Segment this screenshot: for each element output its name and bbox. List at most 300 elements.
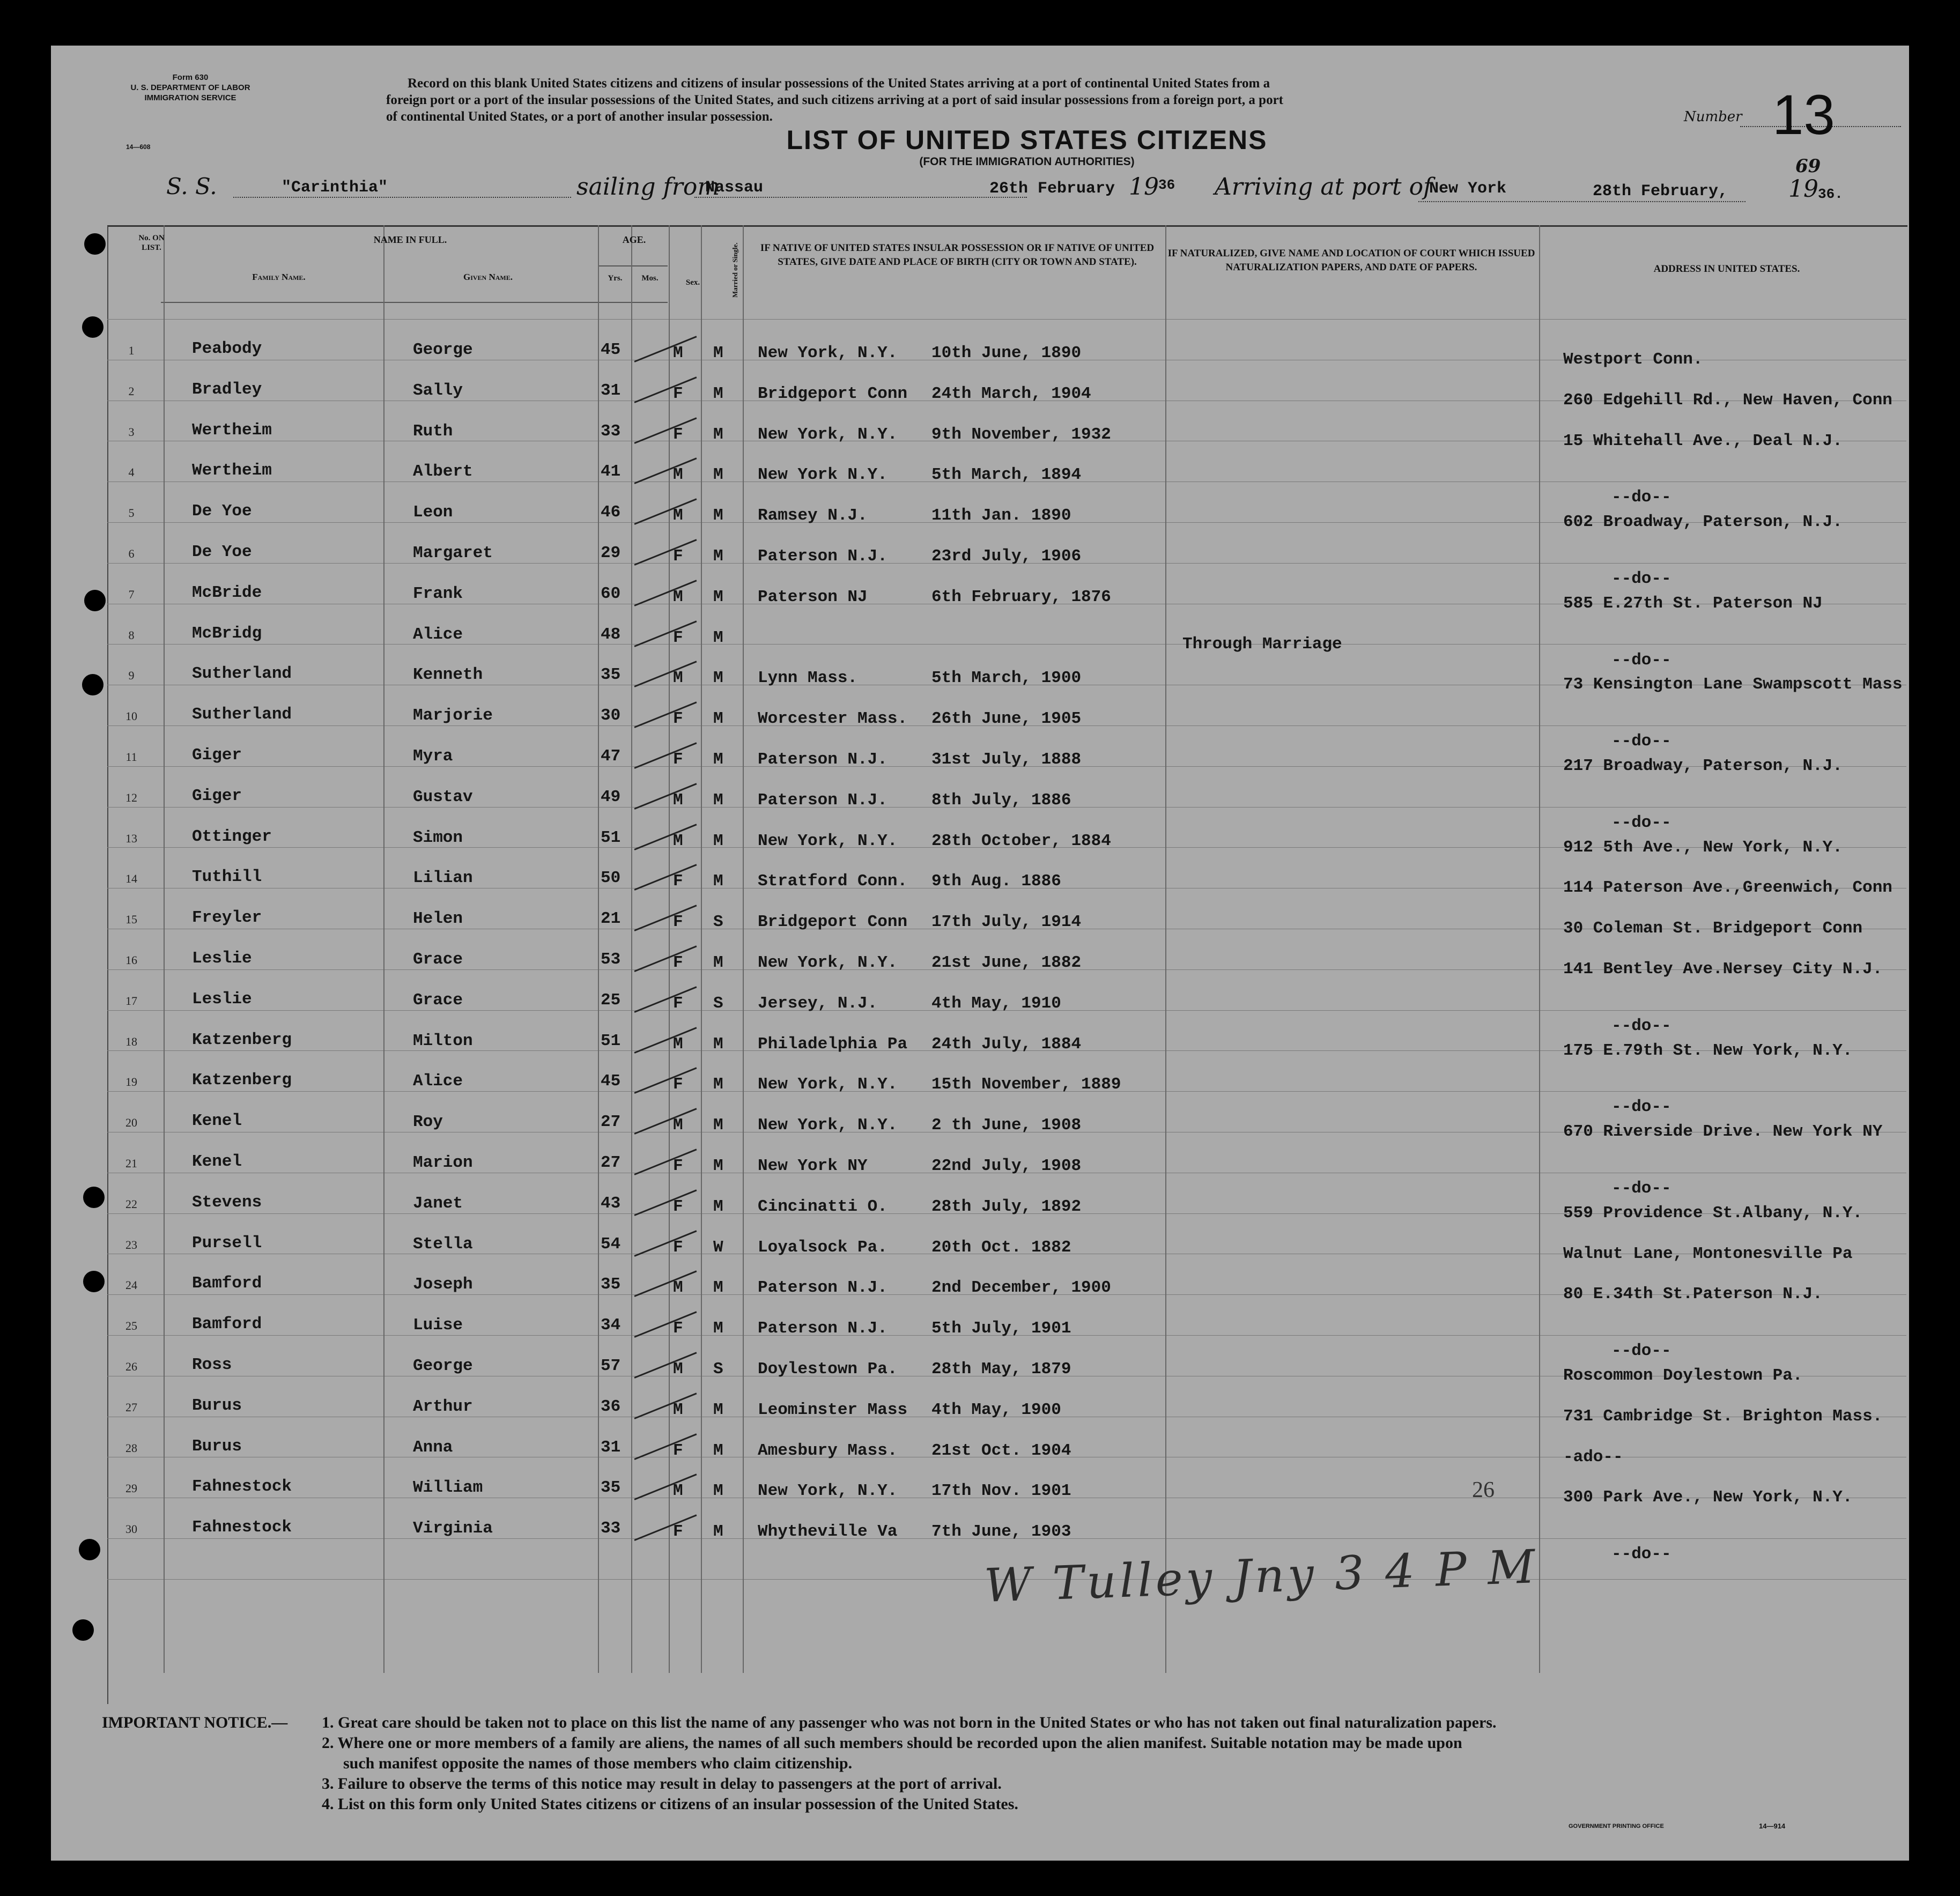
birth-date: 24th March, 1904 — [931, 384, 1091, 403]
notice-heading: IMPORTANT NOTICE.— — [102, 1714, 288, 1731]
row-number: 1 — [128, 344, 135, 357]
service-name: IMMIGRATION SERVICE — [144, 93, 236, 102]
birth-date: 9th Aug. 1886 — [931, 872, 1061, 891]
sailing-date: 26th February — [989, 180, 1115, 198]
marital-status: M — [713, 344, 723, 362]
column-rule — [743, 225, 744, 1673]
given-name: George — [413, 1357, 473, 1375]
header-rule — [161, 302, 668, 303]
marital-status: M — [713, 384, 723, 403]
given-name: Anna — [413, 1438, 453, 1457]
age-years: 53 — [601, 950, 621, 969]
row-number: 24 — [125, 1278, 137, 1292]
column-rule — [701, 225, 702, 1673]
birth-date: 2nd December, 1900 — [931, 1278, 1111, 1298]
us-address: 15 Whitehall Ave., Deal N.J. — [1563, 431, 1843, 450]
age-years: 35 — [601, 1275, 621, 1294]
row-number: 4 — [128, 465, 135, 479]
row-number: 12 — [125, 790, 137, 804]
column-rule — [1165, 225, 1166, 1673]
punch-hole — [84, 233, 106, 255]
ship-name: "Carinthia" — [282, 179, 388, 197]
age-years: 27 — [601, 1153, 621, 1172]
age-years: 45 — [601, 340, 621, 359]
naturalization: Through Marriage — [1182, 634, 1342, 654]
arrival-date: 28th February, — [1593, 182, 1728, 201]
punch-hole — [72, 1619, 94, 1641]
marital-status: M — [713, 750, 723, 769]
sex: F — [673, 872, 683, 891]
family-name: Bamford — [192, 1274, 262, 1293]
marital-status: M — [713, 790, 723, 810]
birth-date: 23rd July, 1906 — [931, 547, 1082, 566]
col-header-naturalized: IF NATURALIZED, GIVE NAME AND LOCATION OF COURT WHICH ISSUED NATURALIZATION PAPERS, AND DATE OF PAPERS. — [1167, 248, 1535, 273]
sex: F — [673, 547, 683, 566]
col-header-address: ADDRESS IN UNITED STATES. — [1653, 263, 1800, 275]
marital-status: S — [713, 913, 723, 932]
printer-name: GOVERNMENT PRINTING OFFICE — [1569, 1823, 1664, 1830]
given-name: Myra — [413, 747, 453, 766]
birth-date: 8th July, 1886 — [931, 790, 1071, 810]
birth-place: New York, N.Y. — [758, 425, 898, 444]
sex: F — [673, 1157, 683, 1175]
age-years: 33 — [601, 421, 621, 441]
age-years: 31 — [601, 381, 621, 400]
sailing-from-label: sailing from — [576, 173, 720, 201]
row-number: 23 — [125, 1238, 137, 1251]
birth-place: Doylestown Pa. — [758, 1360, 898, 1379]
given-name: Alice — [413, 625, 463, 644]
age-years: 35 — [601, 1478, 621, 1498]
given-name: Stella — [413, 1234, 473, 1254]
birth-place: Worcester Mass. — [758, 709, 908, 729]
marital-status: M — [713, 465, 723, 485]
row-rule — [107, 644, 1906, 645]
document-page — [51, 46, 1909, 1861]
marital-status: M — [713, 1522, 723, 1542]
family-name: McBridg — [192, 624, 262, 643]
birth-place: Whytheville Va — [758, 1522, 898, 1542]
given-name: Virginia — [413, 1519, 493, 1538]
given-name: Marjorie — [413, 706, 493, 725]
us-address: 73 Kensington Lane Swampscott Mass — [1563, 675, 1903, 694]
sex: M — [673, 1482, 683, 1501]
marital-status: M — [713, 1116, 723, 1135]
marital-status: M — [713, 1075, 723, 1094]
us-address: 217 Broadway, Paterson, N.J. — [1563, 757, 1843, 775]
family-name: Kenel — [192, 1112, 242, 1131]
given-name: Leon — [413, 503, 453, 522]
family-name: Peabody — [192, 339, 262, 358]
column-rule — [631, 225, 632, 1673]
arrival-year: 36. — [1818, 186, 1843, 202]
column-rule — [598, 225, 599, 1673]
col-header-given-name: Given Name. — [463, 272, 513, 282]
sex: M — [673, 1278, 683, 1298]
row-number: 8 — [128, 628, 135, 642]
col-header-married-or-single: Married or Single. — [731, 242, 739, 298]
notice-item-4: 4. List on this form only United States citizens or citizens of an insular possession of the United States. — [322, 1795, 1018, 1813]
us-address: --do-- — [1611, 650, 1671, 670]
birth-date: 17th July, 1914 — [931, 913, 1082, 932]
sailing-year-prefix: 19 — [1129, 173, 1159, 201]
family-name: McBride — [192, 583, 262, 602]
row-number: 26 — [125, 1360, 137, 1373]
family-name: De Yoe — [192, 543, 252, 561]
birth-place: Philadelphia Pa — [758, 1034, 908, 1054]
punch-hole — [82, 674, 103, 695]
notice-item-3: 3. Failure to observe the terms of this notice may result in delay to passengers at the port of arrival. — [322, 1775, 1002, 1793]
birth-place: Cincinatti O. — [758, 1197, 887, 1216]
birth-date: 10th June, 1890 — [931, 344, 1082, 362]
row-number: 29 — [125, 1482, 137, 1495]
marital-status: M — [713, 1034, 723, 1054]
us-address: 80 E.34th St.Paterson N.J. — [1563, 1285, 1823, 1304]
given-name: Frank — [413, 584, 463, 603]
family-name: Burus — [192, 1436, 242, 1456]
us-address: -ado-- — [1563, 1447, 1623, 1467]
birth-date: 21st Oct. 1904 — [931, 1441, 1071, 1460]
birth-date: 21st June, 1882 — [931, 953, 1082, 972]
arrival-underline — [1418, 201, 1745, 202]
marital-status: S — [713, 994, 723, 1013]
row-number: 30 — [125, 1522, 137, 1536]
sex: M — [673, 465, 683, 485]
birth-date: 6th February, 1876 — [931, 587, 1111, 606]
sex: F — [673, 1441, 683, 1460]
margin-number: 26 — [1472, 1478, 1495, 1502]
us-address: 602 Broadway, Paterson, N.J. — [1563, 513, 1843, 532]
age-years: 54 — [601, 1234, 621, 1254]
sex: M — [673, 344, 683, 362]
given-name: Janet — [413, 1194, 463, 1213]
birth-place: Paterson N.J. — [758, 1319, 887, 1338]
birth-place: New York N.Y. — [758, 465, 887, 485]
birth-date: 22nd July, 1908 — [931, 1157, 1082, 1175]
given-name: Kenneth — [413, 665, 483, 685]
family-name: De Yoe — [192, 502, 252, 521]
birth-place: Paterson N.J. — [758, 547, 887, 566]
us-address: --do-- — [1611, 1545, 1671, 1564]
marital-status: W — [713, 1238, 723, 1257]
birth-place: Stratford Conn. — [758, 872, 908, 891]
sex: M — [673, 1360, 683, 1379]
given-name: Arthur — [413, 1397, 473, 1416]
col-header-mos: Mos. — [641, 274, 659, 283]
preamble — [386, 75, 1652, 125]
birth-date: 31st July, 1888 — [931, 750, 1082, 769]
us-address: --do-- — [1611, 569, 1671, 588]
given-name: Margaret — [413, 544, 493, 562]
given-name: Sally — [413, 381, 463, 400]
birth-place: Lynn Mass. — [758, 669, 858, 688]
notice-item-2: 2. Where one or more members of a family are aliens, the names of all such members should be recorded upon the alien manifest. Suitable notation may be made upon — [322, 1734, 1462, 1752]
column-rule — [669, 225, 670, 1673]
marital-status: M — [713, 953, 723, 972]
age-years: 45 — [601, 1072, 621, 1091]
marital-status: M — [713, 587, 723, 606]
family-name: Fahnestock — [192, 1477, 292, 1497]
preamble-line-2: foreign port or a port of the insular possessions of the United States, and such citizens arriving at a port of said insular possessions from a foreign port, a port — [386, 93, 1283, 107]
us-address: 30 Coleman St. Bridgeport Conn — [1563, 919, 1863, 938]
us-address: 175 E.79th St. New York, N.Y. — [1563, 1041, 1853, 1060]
birth-place: Paterson N.J. — [758, 790, 887, 810]
birth-date: 4th May, 1910 — [931, 994, 1061, 1013]
row-number: 2 — [128, 384, 135, 398]
sex: F — [673, 750, 683, 769]
birth-place: New York, N.Y. — [758, 1482, 898, 1501]
sex: M — [673, 831, 683, 850]
age-years: 60 — [601, 584, 621, 603]
row-number: 17 — [125, 994, 137, 1008]
birth-date: 20th Oct. 1882 — [931, 1238, 1071, 1257]
us-address: --do-- — [1611, 1179, 1671, 1198]
ship-name-underline — [233, 197, 571, 198]
family-name: Sutherland — [192, 705, 292, 724]
punch-hole — [83, 1271, 105, 1292]
row-number: 3 — [128, 425, 135, 439]
us-address: 559 Providence St.Albany, N.Y. — [1563, 1203, 1863, 1223]
row-number: 10 — [125, 709, 137, 723]
us-address: --do-- — [1611, 488, 1671, 507]
given-name: Luise — [413, 1316, 463, 1335]
birth-place: New York NY — [758, 1157, 868, 1175]
sex: M — [673, 1116, 683, 1135]
family-name: Wertheim — [192, 461, 272, 480]
family-name: Katzenberg — [192, 1030, 292, 1049]
punch-hole — [82, 316, 103, 338]
age-years: 31 — [601, 1438, 621, 1457]
birth-date: 9th November, 1932 — [931, 425, 1111, 444]
column-rule — [164, 225, 165, 1673]
arrival-port: New York — [1429, 180, 1507, 198]
row-number: 27 — [125, 1400, 137, 1414]
marital-status: M — [713, 1441, 723, 1460]
sailing-year: 36 — [1158, 177, 1175, 193]
given-name: Milton — [413, 1031, 473, 1050]
age-years: 21 — [601, 909, 621, 929]
given-name: Helen — [413, 909, 463, 929]
sex: F — [673, 1197, 683, 1216]
given-name: Grace — [413, 950, 463, 969]
family-name: Bamford — [192, 1315, 262, 1334]
department-name: U. S. DEPARTMENT OF LABOR — [130, 83, 250, 92]
birth-date: 11th Jan. 1890 — [931, 506, 1071, 525]
birth-date: 28th July, 1892 — [931, 1197, 1082, 1216]
birth-place: Amesbury Mass. — [758, 1441, 898, 1460]
birth-date: 28th May, 1879 — [931, 1360, 1071, 1379]
given-name: Roy — [413, 1113, 443, 1132]
sex: F — [673, 953, 683, 972]
family-name: Burus — [192, 1396, 242, 1415]
marital-status: M — [713, 628, 723, 647]
family-name: Leslie — [192, 949, 252, 968]
family-name: Bradley — [192, 380, 262, 399]
col-header-no: No. ON LIST. — [138, 234, 165, 252]
us-address: --do-- — [1611, 1016, 1671, 1035]
age-years: 50 — [601, 869, 621, 888]
preamble-line-3: of continental United States, or a port of another insular possession. — [386, 109, 773, 124]
age-years: 30 — [601, 706, 621, 725]
us-address: --do-- — [1611, 1342, 1671, 1361]
family-name: Giger — [192, 786, 242, 805]
us-address: --do-- — [1611, 1098, 1671, 1117]
given-name: Joseph — [413, 1275, 473, 1294]
sex: F — [673, 1522, 683, 1542]
age-years: 46 — [601, 503, 621, 522]
sex: M — [673, 587, 683, 606]
row-number: 9 — [128, 669, 135, 683]
given-name: Gustav — [413, 787, 473, 806]
sex: M — [673, 669, 683, 688]
family-name: Stevens — [192, 1193, 262, 1212]
col-header-sex: Sex. — [685, 278, 700, 287]
birth-date: 2 th June, 1908 — [931, 1116, 1082, 1135]
row-number: 14 — [125, 872, 137, 886]
family-name: Sutherland — [192, 664, 292, 684]
birth-date: 15th November, 1889 — [931, 1075, 1121, 1094]
us-address: --do-- — [1611, 813, 1671, 832]
sex: F — [673, 425, 683, 444]
birth-place: Paterson N.J. — [758, 750, 887, 769]
notice-item-2-cont: such manifest opposite the names of those members who claim citizenship. — [343, 1754, 853, 1772]
age-years: 51 — [601, 1031, 621, 1050]
row-number: 19 — [125, 1075, 137, 1089]
age-years: 27 — [601, 1113, 621, 1132]
row-number: 25 — [125, 1319, 137, 1333]
given-name: George — [413, 340, 473, 359]
marital-status: S — [713, 1360, 723, 1379]
birth-date: 4th May, 1900 — [931, 1400, 1061, 1419]
marital-status: M — [713, 1319, 723, 1338]
given-name: Alice — [413, 1072, 463, 1091]
sex: F — [673, 913, 683, 932]
family-name: Kenel — [192, 1152, 242, 1171]
us-address: 260 Edgehill Rd., New Haven, Conn — [1563, 390, 1892, 410]
us-address: 585 E.27th St. Paterson NJ — [1563, 594, 1823, 613]
marital-status: M — [713, 1278, 723, 1298]
row-number: 20 — [125, 1116, 137, 1130]
given-name: Simon — [413, 828, 463, 847]
row-number: 16 — [125, 953, 137, 967]
page-subtitle: (FOR THE IMMIGRATION AUTHORITIES) — [919, 155, 1135, 168]
birth-date: 24th July, 1884 — [931, 1034, 1082, 1054]
age-years: 48 — [601, 625, 621, 644]
birth-place: New York, N.Y. — [758, 1075, 898, 1094]
row-rule — [107, 319, 1906, 320]
birth-place: New York, N.Y. — [758, 953, 898, 972]
sex: M — [673, 506, 683, 525]
birth-place: Paterson N.J. — [758, 1278, 887, 1298]
punch-hole — [83, 1187, 105, 1208]
row-number: 15 — [125, 913, 137, 927]
row-number: 5 — [128, 506, 135, 520]
family-name: Freyler — [192, 908, 262, 928]
column-rule — [1539, 225, 1540, 1673]
family-name: Wertheim — [192, 420, 272, 440]
sex: F — [673, 1075, 683, 1094]
birth-place: Ramsey N.J. — [758, 506, 868, 525]
us-address: --do-- — [1611, 732, 1671, 751]
family-name: Pursell — [192, 1233, 262, 1253]
row-number: 7 — [128, 587, 135, 601]
col-header-age: AGE. — [622, 234, 646, 245]
marital-status: M — [713, 425, 723, 444]
age-years: 57 — [601, 1357, 621, 1375]
column-rule — [383, 225, 384, 1673]
notice-item-1: 1. Great care should be taken not to place on this list the name of any passenger who was not born in the United States or who has not taken out final naturalization papers. — [322, 1714, 1497, 1731]
given-name: Lilian — [413, 869, 473, 888]
inspector-signature: W Tulley Jny 3 4 P M — [983, 1539, 1539, 1613]
row-number: 22 — [125, 1197, 137, 1211]
us-address: 731 Cambridge St. Brighton Mass. — [1563, 1406, 1883, 1426]
age-years: 36 — [601, 1397, 621, 1416]
sex: F — [673, 709, 683, 729]
sex: F — [673, 1319, 683, 1338]
punch-hole — [79, 1539, 100, 1560]
age-years: 25 — [601, 990, 621, 1010]
col-header-yrs: Yrs. — [608, 274, 623, 283]
row-number: 28 — [125, 1441, 137, 1455]
punch-hole — [84, 590, 106, 611]
given-name: Grace — [413, 990, 463, 1010]
given-name: William — [413, 1478, 483, 1498]
row-number: 11 — [125, 750, 137, 764]
sex: M — [673, 1400, 683, 1419]
birth-date: 17th Nov. 1901 — [931, 1482, 1071, 1501]
family-name: Ross — [192, 1356, 232, 1374]
family-name: Ottinger — [192, 827, 272, 846]
age-years: 34 — [601, 1316, 621, 1335]
birth-place: New York, N.Y. — [758, 344, 898, 362]
us-address: Roscommon Doylestown Pa. — [1563, 1366, 1803, 1385]
marital-status: M — [713, 547, 723, 566]
marital-status: M — [713, 872, 723, 891]
sex: M — [673, 1034, 683, 1054]
arrival-year-prefix: 19 — [1788, 175, 1818, 203]
row-number: 18 — [125, 1034, 137, 1048]
us-address: Walnut Lane, Montonesville Pa — [1563, 1244, 1853, 1263]
us-address: 114 Paterson Ave.,Greenwich, Conn — [1563, 878, 1892, 898]
birth-place: Paterson NJ — [758, 587, 868, 606]
marital-status: M — [713, 669, 723, 688]
sex: F — [673, 994, 683, 1013]
birth-place: Bridgeport Conn — [758, 913, 908, 932]
marital-status: M — [713, 506, 723, 525]
age-years: 49 — [601, 787, 621, 806]
birth-place: Bridgeport Conn — [758, 384, 908, 403]
us-address: 670 Riverside Drive. New York NY — [1563, 1122, 1883, 1142]
sailing-from-port: Nassau — [705, 179, 764, 197]
footer-code: 14—914 — [1759, 1822, 1786, 1830]
number-label: Number — [1684, 109, 1742, 125]
marital-status: M — [713, 1197, 723, 1216]
given-name: Ruth — [413, 421, 453, 441]
family-name: Fahnestock — [192, 1518, 292, 1537]
col-header-name-in-full: NAME IN FULL. — [373, 234, 447, 245]
row-number: 6 — [128, 547, 135, 560]
birth-date: 28th October, 1884 — [931, 831, 1111, 850]
birth-date: 5th March, 1900 — [931, 669, 1082, 688]
age-years: 41 — [601, 462, 621, 482]
col-header-birth: IF NATIVE OF UNITED STATES INSULAR POSSESSION OR IF NATIVE OF UNITED STATES, GIVE DATE AND PLACE OF BIRTH (CITY OR TOWN AND STATE). — [760, 242, 1155, 268]
preamble-line-1: Record on this blank United States citizens and citizens of insular possessions of the United States arriving at a port of continental United States from a — [408, 76, 1270, 91]
birth-place: Jersey, N.J. — [758, 994, 878, 1013]
marital-status: M — [713, 831, 723, 850]
given-name: Albert — [413, 462, 473, 482]
us-address: Westport Conn. — [1563, 350, 1703, 369]
family-name: Giger — [192, 746, 242, 765]
